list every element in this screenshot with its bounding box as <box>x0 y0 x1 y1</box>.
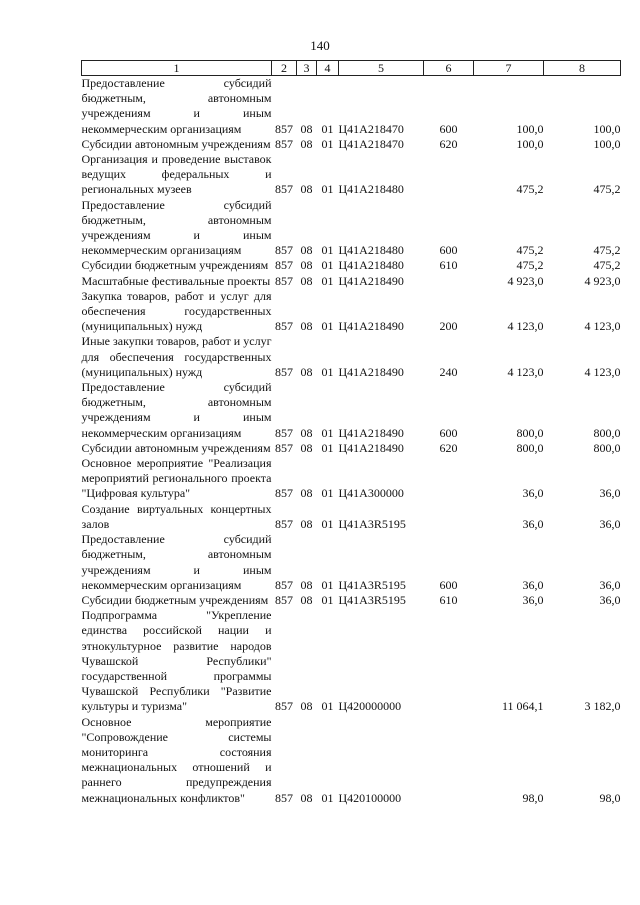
table-row <box>82 152 621 198</box>
row-description: Предоставление субсидий бюджетным, автономным учреждениям и иным некоммерческим организациям <box>81 76 272 136</box>
target-article-code: Ц41А218470 <box>338 121 404 136</box>
column-header-4: 4 <box>317 61 339 76</box>
target-article-code: Ц420000000 <box>338 699 402 714</box>
amount-col-8: 4 123,0 <box>584 364 621 379</box>
expense-type-code: 240 <box>439 364 458 379</box>
row-description: Предоставление субсидий бюджетным, автономным учреждениям и иным некоммерческим организациям <box>81 197 272 258</box>
budget-table <box>81 60 621 806</box>
column-header-5: 5 <box>339 61 424 76</box>
expense-type-code: 200 <box>439 319 458 334</box>
section-code: 08 <box>300 516 313 531</box>
amount-col-8: 100,0 <box>593 121 621 136</box>
column-header-2: 2 <box>272 61 297 76</box>
amount-col-7: 36,0 <box>522 486 544 501</box>
amount-col-7: 4 123,0 <box>507 319 544 334</box>
target-article-code: Ц41А218470 <box>338 136 404 151</box>
subsection-code: 01 <box>321 182 334 197</box>
table-row <box>82 258 621 273</box>
amount-col-8: 800,0 <box>593 440 621 455</box>
section-code: 08 <box>300 486 313 501</box>
amount-col-8: 475,2 <box>593 182 621 197</box>
amount-col-7: 4 923,0 <box>507 273 544 288</box>
subsection-code: 01 <box>321 486 334 501</box>
amount-col-7: 36,0 <box>522 577 544 592</box>
amount-col-7: 100,0 <box>516 121 544 136</box>
section-code: 08 <box>300 425 313 440</box>
column-header-3: 3 <box>297 61 317 76</box>
table-row <box>82 456 621 502</box>
table-row <box>82 76 621 137</box>
row-description: Основное мероприятие "Сопровождение системы мониторинга состояния межнациональных отношений и раннего предупреждения межнациональных конфликтов" <box>81 714 272 805</box>
amount-col-8: 36,0 <box>599 486 621 501</box>
subsection-code: 01 <box>321 699 334 714</box>
amount-col-8: 98,0 <box>599 790 621 805</box>
table-row <box>82 715 621 806</box>
subsection-code: 01 <box>321 516 334 531</box>
ministry-code: 857 <box>275 364 293 379</box>
amount-col-8: 36,0 <box>599 577 621 592</box>
amount-col-7: 475,2 <box>516 182 544 197</box>
target-article-code: Ц41А218490 <box>338 273 404 288</box>
table-row <box>82 289 621 335</box>
expense-type-code: 600 <box>439 425 458 440</box>
section-code: 08 <box>300 319 313 334</box>
section-code: 08 <box>300 577 313 592</box>
amount-col-7: 4 123,0 <box>507 364 544 379</box>
section-code: 08 <box>300 790 313 805</box>
amount-col-7: 100,0 <box>516 136 544 151</box>
section-code: 08 <box>300 592 313 607</box>
table-row <box>82 137 621 152</box>
expense-type-code: 600 <box>439 243 458 258</box>
table-row <box>82 441 621 456</box>
ministry-code: 857 <box>275 486 293 501</box>
amount-col-8: 475,2 <box>593 243 621 258</box>
section-code: 08 <box>300 121 313 136</box>
subsection-code: 01 <box>321 790 334 805</box>
row-description: Создание виртуальных концертных залов <box>81 501 272 531</box>
amount-col-7: 475,2 <box>516 258 544 273</box>
target-article-code: Ц41А3R5195 <box>338 592 406 607</box>
amount-col-7: 36,0 <box>522 592 544 607</box>
row-description: Субсидии бюджетным учреждениям <box>81 592 269 607</box>
row-description: Предоставление субсидий бюджетным, автономным учреждениям и иным некоммерческим организациям <box>81 380 272 440</box>
section-code: 08 <box>300 273 313 288</box>
amount-col-7: 475,2 <box>516 243 544 258</box>
target-article-code: Ц41А3R5195 <box>338 577 406 592</box>
subsection-code: 01 <box>321 364 334 379</box>
row-description: Масштабные фестивальные проекты <box>81 273 271 288</box>
ministry-code: 857 <box>275 182 293 197</box>
table-row <box>82 334 621 380</box>
ministry-code: 857 <box>275 243 293 258</box>
row-description: Закупка товаров, работ и услуг для обеспечения государственных (муниципальных) нужд <box>81 288 272 334</box>
expense-type-code: 610 <box>439 592 458 607</box>
expense-type-code <box>424 715 474 806</box>
amount-col-7: 11 064,1 <box>501 699 544 714</box>
amount-col-7: 800,0 <box>516 425 544 440</box>
column-header-8: 8 <box>544 61 621 76</box>
amount-col-7: 98,0 <box>522 790 544 805</box>
ministry-code: 857 <box>275 319 293 334</box>
target-article-code: Ц41А218490 <box>338 319 404 334</box>
ministry-code: 857 <box>275 273 293 288</box>
amount-col-8: 36,0 <box>599 516 621 531</box>
expense-type-code: 600 <box>439 121 458 136</box>
expense-type-code: 600 <box>439 577 458 592</box>
row-description: Основное мероприятие "Реализация мероприятий регионального проекта "Цифровая культура" <box>81 456 272 501</box>
page-number: 140 <box>310 38 330 53</box>
expense-type-code: 610 <box>439 258 458 273</box>
subsection-code: 01 <box>321 243 334 258</box>
target-article-code: Ц41А218480 <box>338 182 404 197</box>
expense-type-code <box>424 608 474 714</box>
amount-col-8: 475,2 <box>593 258 621 273</box>
ministry-code: 857 <box>275 121 293 136</box>
amount-col-8: 36,0 <box>599 592 621 607</box>
row-description: Организация и проведение выставок ведущих федеральных и региональных музеев <box>81 152 272 197</box>
table-header-row <box>82 61 621 76</box>
row-description: Иные закупки товаров, работ и услуг для обеспечения государственных (муниципальных) нужд <box>81 334 272 379</box>
ministry-code: 857 <box>275 699 293 714</box>
expense-type-code <box>424 502 474 532</box>
table-row <box>82 593 621 608</box>
row-description: Предоставление субсидий бюджетным, автономным учреждениям и иным некоммерческим организациям <box>81 532 272 592</box>
table-body <box>82 76 621 806</box>
expense-type-code <box>424 274 474 289</box>
subsection-code: 01 <box>321 592 334 607</box>
ministry-code: 857 <box>275 592 293 607</box>
subsection-code: 01 <box>321 577 334 592</box>
table-row <box>82 532 621 593</box>
table-row <box>82 274 621 289</box>
section-code: 08 <box>300 182 313 197</box>
column-header-6: 6 <box>424 61 474 76</box>
row-description: Субсидии автономным учреждениям <box>81 136 271 151</box>
amount-col-8: 800,0 <box>593 425 621 440</box>
section-code: 08 <box>300 136 313 151</box>
subsection-code: 01 <box>321 425 334 440</box>
amount-col-8: 3 182,0 <box>584 699 621 714</box>
ministry-code: 857 <box>275 258 293 273</box>
target-article-code: Ц41А218480 <box>338 258 404 273</box>
column-header-7: 7 <box>474 61 544 76</box>
expense-type-code <box>424 152 474 198</box>
ministry-code: 857 <box>275 790 293 805</box>
ministry-code: 857 <box>275 577 293 592</box>
expense-type-code: 620 <box>439 440 458 455</box>
target-article-code: Ц41А218480 <box>338 243 404 258</box>
amount-col-8: 4 923,0 <box>584 273 621 288</box>
ministry-code: 857 <box>275 136 293 151</box>
table-row <box>82 198 621 259</box>
section-code: 08 <box>300 364 313 379</box>
section-code: 08 <box>300 440 313 455</box>
target-article-code: Ц420100000 <box>338 790 402 805</box>
table-row <box>82 608 621 714</box>
target-article-code: Ц41А218490 <box>338 425 404 440</box>
target-article-code: Ц41А3R5195 <box>338 516 406 531</box>
subsection-code: 01 <box>321 273 334 288</box>
subsection-code: 01 <box>321 440 334 455</box>
amount-col-7: 800,0 <box>516 440 544 455</box>
amount-col-8: 100,0 <box>593 136 621 151</box>
target-article-code: Ц41А218490 <box>338 364 404 379</box>
subsection-code: 01 <box>321 121 334 136</box>
subsection-code: 01 <box>321 258 334 273</box>
expense-type-code: 620 <box>439 136 458 151</box>
row-description: Подпрограмма "Укрепление единства российской нации и этнокультурное развитие народов Чувашской Республики" государственной программы Чувашской Республики "Развитие культуры и туризма" <box>81 608 272 714</box>
subsection-code: 01 <box>321 136 334 151</box>
table-row <box>82 380 621 441</box>
section-code: 08 <box>300 699 313 714</box>
section-code: 08 <box>300 243 313 258</box>
target-article-code: Ц41А218490 <box>338 440 404 455</box>
target-article-code: Ц41А300000 <box>338 486 404 501</box>
row-description: Субсидии бюджетным учреждениям <box>81 258 269 273</box>
subsection-code: 01 <box>321 319 334 334</box>
expense-type-code <box>424 456 474 502</box>
ministry-code: 857 <box>275 425 293 440</box>
section-code: 08 <box>300 258 313 273</box>
amount-col-7: 36,0 <box>522 516 544 531</box>
row-description: Субсидии автономным учреждениям <box>81 440 271 455</box>
amount-col-8: 4 123,0 <box>584 319 621 334</box>
ministry-code: 857 <box>275 440 293 455</box>
table-row <box>82 502 621 532</box>
ministry-code: 857 <box>275 516 293 531</box>
column-header-1: 1 <box>82 61 272 76</box>
